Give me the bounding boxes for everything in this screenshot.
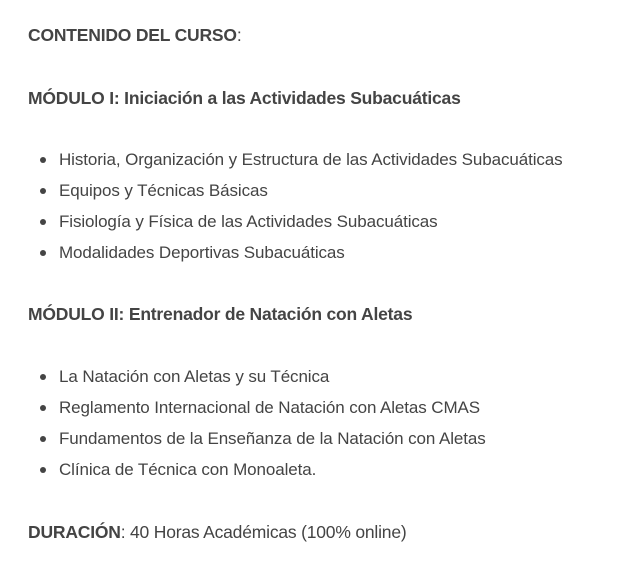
bullet-icon — [40, 250, 46, 256]
contents-title: CONTENIDO DEL CURSO — [28, 25, 237, 45]
contents-colon: : — [236, 25, 242, 45]
module-1-list — [0, 144, 563, 268]
module-2-list — [0, 361, 486, 485]
bullet-icon — [40, 405, 46, 411]
list-item-text: Reglamento Internacional de Natación con Aletas CMAS — [59, 398, 480, 417]
list-item — [0, 423, 486, 454]
duration-label: DURACIÓN — [28, 522, 121, 542]
list-item — [0, 144, 563, 175]
list-item — [0, 237, 563, 268]
list-item — [0, 206, 563, 237]
list-item-text: Fundamentos de la Enseñanza de la Natación con Aletas — [59, 429, 486, 448]
bullet-icon — [40, 467, 46, 473]
module-2-heading — [28, 303, 412, 325]
contents-heading — [28, 24, 241, 46]
list-item-text: Modalidades Deportivas Subacuáticas — [59, 243, 345, 262]
list-item-text: Fisiología y Física de las Actividades Subacuáticas — [59, 212, 438, 231]
bullet-icon — [40, 374, 46, 380]
module-2-title: MÓDULO II: Entrenador de Natación con Aletas — [28, 304, 413, 324]
bullet-icon — [40, 188, 46, 194]
list-item — [0, 361, 486, 392]
module-1-heading — [28, 87, 461, 109]
list-item-text: Historia, Organización y Estructura de las Actividades Subacuáticas — [59, 150, 563, 169]
list-item-text: La Natación con Aletas y su Técnica — [59, 367, 330, 386]
list-item-text: Equipos y Técnicas Básicas — [59, 181, 268, 200]
duration-value: : 40 Horas Académicas (100% online) — [120, 522, 407, 542]
bullet-icon — [40, 436, 46, 442]
module-1-title: MÓDULO I: Iniciación a las Actividades Subacuáticas — [28, 88, 461, 108]
bullet-icon — [40, 219, 46, 225]
list-item — [0, 454, 486, 485]
bullet-icon — [40, 157, 46, 163]
list-item — [0, 175, 563, 206]
list-item — [0, 392, 486, 423]
list-item-text: Clínica de Técnica con Monoaleta. — [59, 460, 317, 479]
duration-line — [28, 521, 407, 543]
